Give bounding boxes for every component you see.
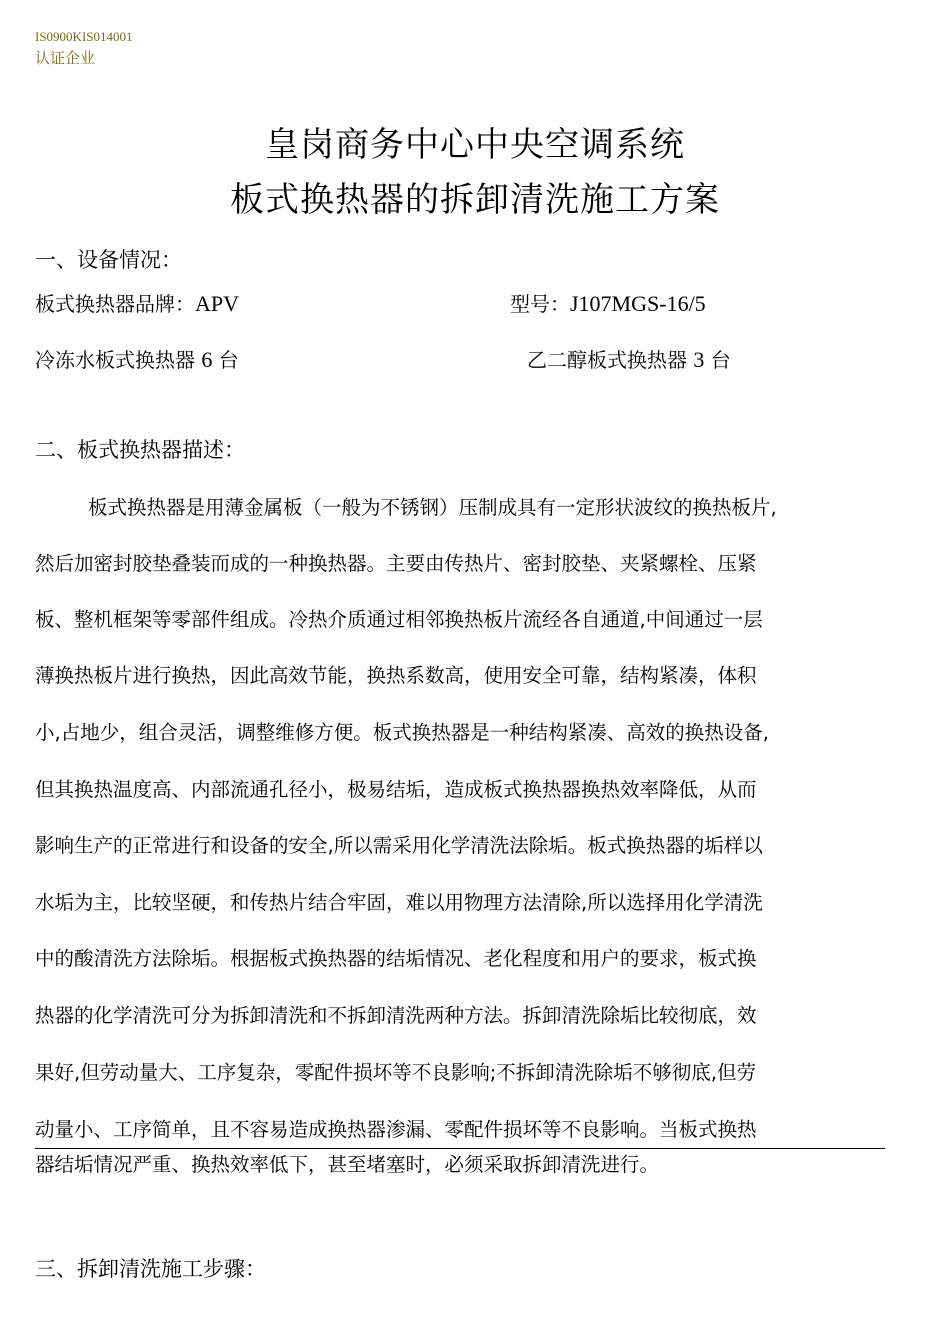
- paragraph-line: 板、整机框架等零部件组成。冷热介质通过相邻换热板片流经各自通道,中间通过一层: [35, 608, 763, 631]
- paragraph-line: 动量小、工序简单，且不容易造成换热器渗漏、零配件损坏等不良影响。当板式换热: [35, 1118, 757, 1141]
- glycol-exchanger-info: [527, 346, 731, 374]
- paragraph-line: 热器的化学清洗可分为拆卸清洗和不拆卸清洗两种方法。拆卸清洗除垢比较彻底，效: [35, 1004, 757, 1027]
- chilled-count: 6: [201, 347, 213, 372]
- paragraph-line: 影响生产的正常进行和设备的安全,所以需采用化学清洗法除垢。板式换热器的垢样以: [35, 834, 763, 857]
- section-2-heading: 二、板式换热器描述：: [35, 438, 245, 462]
- paragraph-line: 器结垢情况严重、换热效率低下，甚至堵塞时，必须采取拆卸清洗进行。: [35, 1153, 660, 1176]
- model-info: [510, 290, 706, 318]
- paragraph-line: 中的酸清洗方法除垢。根据板式换热器的结垢情况、老化程度和用户的要求，板式换: [35, 947, 757, 970]
- certification-mark: [35, 26, 133, 70]
- cert-label: 认证企业: [35, 51, 96, 67]
- paragraph-line: 小,占地少，组合灵活，调整维修方便。板式换热器是一种结构紧凑、高效的换热设备,: [35, 721, 769, 744]
- brand-label: 板式换热器品牌：: [35, 292, 195, 316]
- section-3-heading: 三、拆卸清洗施工步骤：: [35, 1257, 266, 1281]
- chilled-label: 冷冻水板式换热器: [35, 348, 195, 372]
- glycol-label: 乙二醇板式换热器: [527, 348, 687, 372]
- model-label: 型号：: [510, 292, 570, 316]
- page-title-line-2: 板式换热器的拆卸清洗施工方案: [230, 180, 720, 220]
- paragraph-line: 但其换热温度高、内部流通孔径小，极易结垢，造成板式换热器换热效率降低，从而: [35, 778, 757, 801]
- page-title-line-1: 皇岗商务中心中央空调系统: [265, 125, 685, 165]
- glycol-unit: 台: [710, 348, 731, 372]
- brand-value: APV: [195, 291, 240, 316]
- paragraph-line: 然后加密封胶垫叠装而成的一种换热器。主要由传热片、密封胶垫、夹紧螺栓、压紧: [35, 552, 757, 575]
- cert-code: IS0900KIS014001: [35, 29, 133, 44]
- paragraph-line: 薄换热板片进行换热，因此高效节能，换热系数高，使用安全可靠，结构紧凑，体积: [35, 664, 757, 687]
- paragraph-line: 果好,但劳动量大、工序复杂，零配件损坏等不良影响;不拆卸清洗除垢不够彻底,但劳: [35, 1061, 756, 1084]
- model-value: J107MGS-16/5: [570, 291, 706, 316]
- paragraph-line: 水垢为主，比较坚硬，和传热片结合牢固，难以用物理方法清除,所以选择用化学清洗: [35, 891, 763, 914]
- paragraph-line: 板式换热器是用薄金属板（一般为不锈钢）压制成具有一定形状波纹的换热板片,: [88, 496, 777, 519]
- text-underline-rule: [35, 1148, 885, 1149]
- chilled-unit: 台: [218, 348, 239, 372]
- glycol-count: 3: [693, 347, 705, 372]
- brand-info: [35, 290, 239, 318]
- chilled-water-exchanger-info: [35, 346, 239, 374]
- section-1-heading: 一、设备情况：: [35, 248, 182, 272]
